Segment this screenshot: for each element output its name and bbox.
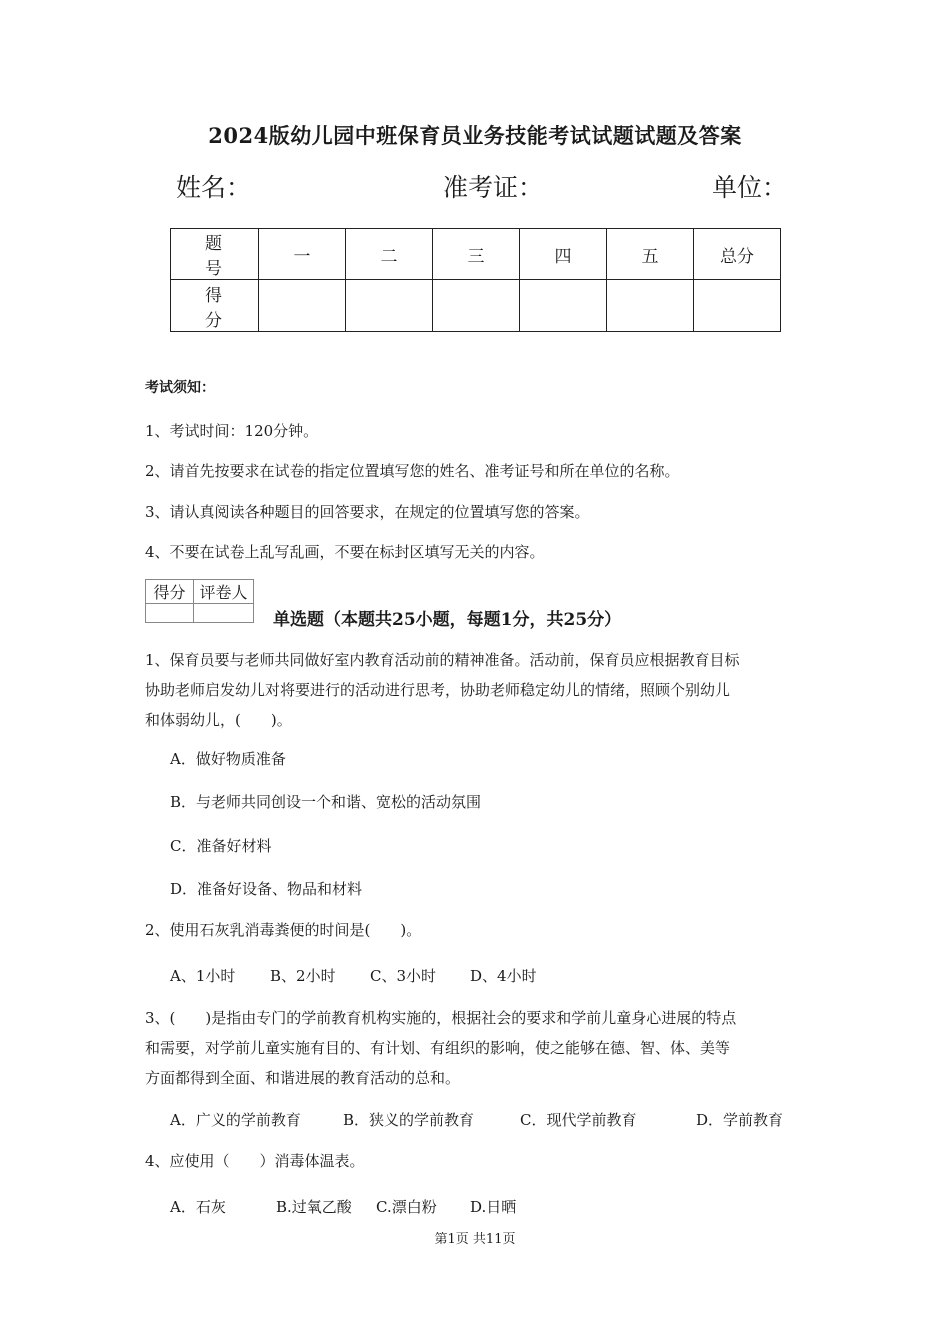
option-b[interactable]: B.过氧乙酸 xyxy=(276,1198,352,1216)
question-2 xyxy=(145,915,421,945)
score-cell[interactable] xyxy=(694,280,781,332)
option-b[interactable]: B．与老师共同创设一个和谐、宽松的活动氛围 xyxy=(170,793,482,811)
score-cell[interactable] xyxy=(520,280,607,332)
option-d[interactable]: D．学前教育 xyxy=(696,1111,784,1129)
question-line: 和体弱幼儿，( )。 xyxy=(145,711,292,729)
grader-table xyxy=(145,579,254,623)
score-table-score-row xyxy=(171,280,781,332)
question-line: 1、保育员要与老师共同做好室内教育活动前的精神准备。活动前，保育员应根据教育目标 xyxy=(145,651,740,669)
score-table xyxy=(170,228,781,332)
option-d[interactable]: D．准备好设备、物品和材料 xyxy=(170,880,363,898)
option-c[interactable]: C．现代学前教育 xyxy=(520,1111,637,1129)
grader-reviewer-label: 评卷人 xyxy=(194,580,254,604)
option-a[interactable]: A、1小时 xyxy=(170,967,236,985)
option-a[interactable]: A．石灰 xyxy=(170,1198,226,1216)
question-4-options xyxy=(170,1196,516,1217)
score-cell[interactable] xyxy=(607,280,694,332)
notice-heading: 考试须知： xyxy=(145,380,215,396)
column-header: 四 xyxy=(520,229,607,280)
section-title: 单选题（本题共25小题，每题1分，共25分） xyxy=(273,610,622,630)
column-header: 总分 xyxy=(694,229,781,280)
header-label-cell: 题号 xyxy=(171,229,259,280)
question-line: 方面都得到全面、和谐进展的教育活动的总和。 xyxy=(145,1069,461,1087)
question-line: 4、应使用（ ）消毒体温表。 xyxy=(145,1152,365,1170)
score-cell[interactable] xyxy=(259,280,346,332)
option-b[interactable]: B．狭义的学前教育 xyxy=(343,1111,475,1129)
grader-header-row xyxy=(146,580,254,604)
question-2-options xyxy=(170,965,537,986)
question-3 xyxy=(145,1003,736,1093)
notice-item: 2、请首先按要求在试卷的指定位置填写您的姓名、准考证号和所在单位的名称。 xyxy=(145,462,680,480)
page-number-footer: 第1页 共11页 xyxy=(434,1232,516,1247)
option-c[interactable]: C．准备好材料 xyxy=(170,837,272,855)
notice-item: 1、考试时间：120分钟。 xyxy=(145,422,319,440)
option-d[interactable]: D.日晒 xyxy=(470,1198,517,1216)
option-b[interactable]: B、2小时 xyxy=(270,967,336,985)
name-field-label: 姓名： xyxy=(176,173,252,202)
grader-score-label: 得分 xyxy=(146,580,194,604)
question-line: 协助老师启发幼儿对将要进行的活动进行思考，协助老师稳定幼儿的情绪，照顾个别幼儿 xyxy=(145,681,731,699)
option-a[interactable]: A．做好物质准备 xyxy=(170,750,286,768)
page-title: 2024版幼儿园中班保育员业务技能考试试题试题及答案 xyxy=(208,123,742,148)
option-a[interactable]: A．广义的学前教育 xyxy=(170,1111,301,1129)
score-cell[interactable] xyxy=(433,280,520,332)
exam-id-field-label: 准考证： xyxy=(443,173,544,202)
option-d[interactable]: D、4小时 xyxy=(470,967,537,985)
unit-field-label: 单位： xyxy=(712,173,788,202)
notice-item: 3、请认真阅读各种题目的回答要求，在规定的位置填写您的答案。 xyxy=(145,503,590,521)
notice-item: 4、不要在试卷上乱写乱画，不要在标封区填写无关的内容。 xyxy=(145,543,545,561)
column-header: 二 xyxy=(346,229,433,280)
grader-score-cell[interactable] xyxy=(146,604,194,623)
score-table-header-row xyxy=(171,229,781,280)
option-c[interactable]: C、3小时 xyxy=(370,967,437,985)
score-cell[interactable] xyxy=(346,280,433,332)
question-line: 和需要，对学前儿童实施有目的、有计划、有组织的影响，使之能够在德、智、体、美等 xyxy=(145,1039,731,1057)
column-header: 五 xyxy=(607,229,694,280)
grader-reviewer-cell[interactable] xyxy=(194,604,254,623)
grader-blank-row xyxy=(146,604,254,623)
question-3-options xyxy=(170,1109,783,1130)
score-label-cell: 得分 xyxy=(171,280,259,332)
question-4 xyxy=(145,1146,365,1176)
question-line: 2、使用石灰乳消毒粪便的时间是( )。 xyxy=(145,921,422,939)
option-c[interactable]: C.漂白粉 xyxy=(376,1198,437,1216)
question-line: 3、( )是指由专门的学前教育机构实施的，根据社会的要求和学前儿童身心进展的特点 xyxy=(145,1009,737,1027)
column-header: 一 xyxy=(259,229,346,280)
question-1 xyxy=(145,645,740,735)
column-header: 三 xyxy=(433,229,520,280)
